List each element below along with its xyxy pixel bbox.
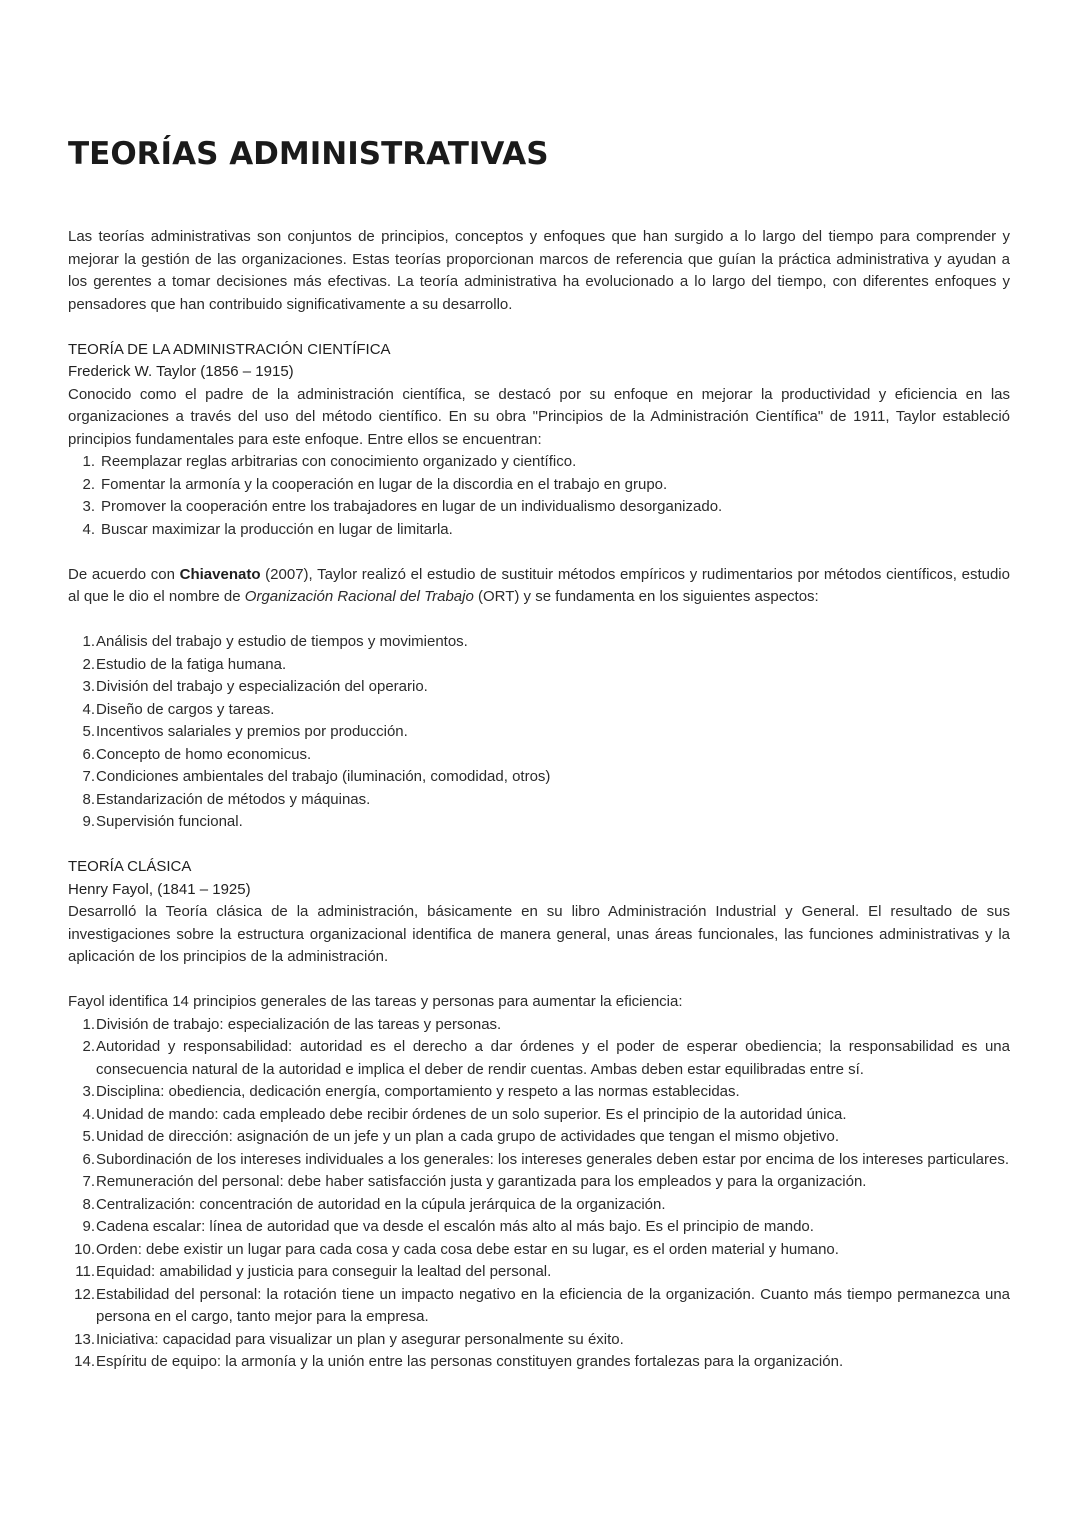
list-item: 6. Concepto de homo economicus. — [82, 745, 312, 763]
list-item: 10. Orden: debe existir un lugar para cada cosa y cada cosa debe estar en su lugar, es el orden material y humano. — [74, 1240, 839, 1258]
ort-paragraph: De acuerdo con Chiavenato (2007), Taylor realizó el estudio de sustituir métodos empíricos y rudimentarios por métodos científicos, estudio al que le dio el nombre de Organización Racional del Trabajo (ORT) y se fundamenta en los siguientes aspectos: — [68, 565, 1010, 605]
list-item: 12. Estabilidad del personal: la rotación tiene un impacto negativo en la eficiencia de la organización. Cuanto más tiempo permanezca una persona en el cargo, tanto mejor para la empresa. — [74, 1285, 1010, 1325]
list-item: 1. Reemplazar reglas arbitrarias con conocimiento organizado y científico. — [82, 453, 577, 470]
list-item: 1. Análisis del trabajo y estudio de tiempos y movimientos. — [82, 633, 468, 650]
fayol-principles-intro: Fayol identifica 14 principios generales de las tareas y personas para aumentar la eficiencia: — [68, 993, 683, 1010]
list-item: 9. Supervisión funcional. — [82, 813, 243, 830]
list-item: 4. Diseño de cargos y tareas. — [82, 700, 275, 718]
list-item: 5. Unidad de dirección: asignación de un jefe y un plan a cada grupo de actividades que tengan el mismo objetivo. — [82, 1128, 839, 1145]
list-item: 3. Promover la cooperación entre los trabajadores en lugar de un individualismo desorganizado. — [82, 498, 723, 515]
list-item: 4. Buscar maximizar la producción en lugar de limitarla. — [82, 520, 453, 538]
list-item: 2. Fomentar la armonía y la cooperación en lugar de la discordia en el trabajo en grupo. — [82, 475, 668, 493]
intro-paragraph: Las teorías administrativas son conjuntos de principios, conceptos y enfoques que han surgido a lo largo del tiempo para comprender y mejorar la gestión de las organizaciones. Estas teorías proporcionan marcos de referencia que guían la práctica administrativa y ayudan a los gerentes a tomar decisiones más efectivas. La teoría administrativa ha evolucionado a lo largo del tiempo, con diferentes enfoques y pensadores que han contribuido significativamente a su desarrollo. — [68, 228, 1010, 313]
list-item: 3. Disciplina: obediencia, dedicación energía, comportamiento y respeto a las normas establecidas. — [82, 1083, 740, 1100]
list-item: 3. División del trabajo y especialización del operario. — [82, 678, 428, 695]
classical-heading: TEORÍA CLÁSICA — [68, 858, 192, 875]
scientific-description: Conocido como el padre de la administración científica, se destacó por su enfoque en mejorar la productividad y eficiencia en las organizaciones a través del uso del método científico. En su obra "Principios de la Administración Científica" de 1911, Taylor estableció principios fundamentales para este enfoque. Entre ellos se encuentran: — [68, 385, 1010, 448]
scientific-author: Frederick W. Taylor (1856 – 1915) — [68, 363, 294, 380]
list-item: 8. Centralización: concentración de autoridad en la cúpula jerárquica de la organización. — [82, 1195, 666, 1213]
list-item: 2. Estudio de la fatiga humana. — [82, 655, 287, 673]
list-item: 14. Espíritu de equipo: la armonía y la unión entre las personas constituyen grandes fortalezas para la organización. — [74, 1353, 844, 1370]
list-item: 2. Autoridad y responsabilidad: autoridad es el derecho a dar órdenes y el poder de esperar obediencia; la responsabilidad es una consecuencia natural de la autoridad e implica el deber de rendir cuentas. Ambas deben estar equilibradas entre sí. — [82, 1038, 1010, 1078]
list-item: 11. Equidad: amabilidad y justicia para conseguir la lealtad del personal. — [75, 1263, 552, 1280]
page-title: TEORÍAS ADMINISTRATIVAS — [68, 136, 549, 172]
list-item: 4. Unidad de mando: cada empleado debe recibir órdenes de un solo superior. Es el principio de la autoridad única. — [82, 1105, 847, 1123]
list-item: 5. Incentivos salariales y premios por producción. — [82, 723, 408, 740]
classical-author: Henry Fayol, (1841 – 1925) — [68, 880, 251, 898]
list-item: 7. Remuneración del personal: debe haber satisfacción justa y garantizada para los empleados y para la organización. — [82, 1173, 867, 1190]
document-body — [68, 226, 1010, 1374]
list-item: 9. Cadena escalar: línea de autoridad que va desde el escalón más alto al más bajo. Es el principio de mando. — [82, 1218, 814, 1235]
list-item: 8. Estandarización de métodos y máquinas. — [82, 790, 371, 808]
classical-description: Desarrolló la Teoría clásica de la administración, básicamente en su libro Administración Industrial y General. El resultado de sus investigaciones sobre la estructura organizacional identifica de manera general, unas áreas funcionales, las funciones administrativas y la aplicación de los principios de la administración. — [68, 903, 1010, 965]
list-item: 1. División de trabajo: especialización de las tareas y personas. — [82, 1015, 502, 1033]
fayol-principles-list — [68, 1014, 1010, 1374]
scientific-heading: TEORÍA DE LA ADMINISTRACIÓN CIENTÍFICA — [68, 340, 391, 358]
taylor-principles-list — [68, 451, 1010, 541]
list-item: 7. Condiciones ambientales del trabajo (iluminación, comodidad, otros) — [82, 768, 551, 785]
list-item: 6. Subordinación de los intereses individuales a los generales: los intereses generales deben estar por encima de los intereses particulares. — [82, 1150, 1010, 1168]
list-item: 13. Iniciativa: capacidad para visualizar un plan y asegurar personalmente su éxito. — [74, 1330, 624, 1348]
ort-aspects-list — [68, 631, 1010, 834]
